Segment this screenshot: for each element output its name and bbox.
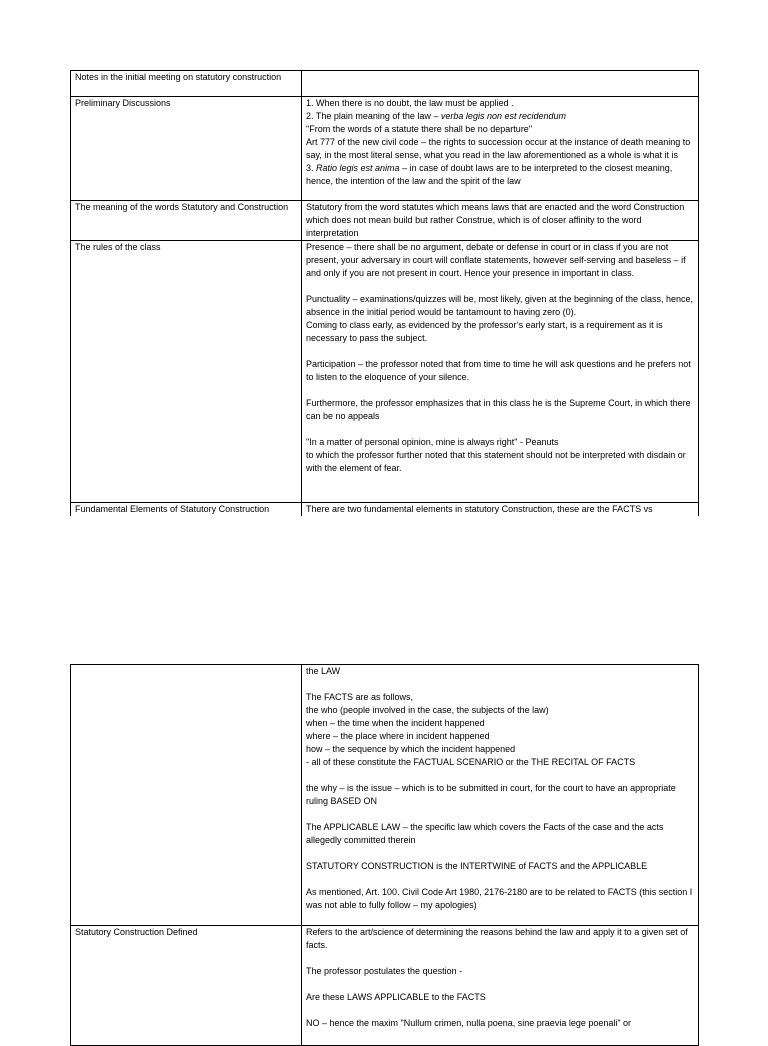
factual-scenario: - all of these constitute the FACTUAL SCENARIO or the THE RECITAL OF FACTS (306, 757, 636, 767)
preliminary-line-2 (306, 110, 694, 123)
preliminary-line-1: 1. When there is no doubt, the law must be applied . (306, 98, 514, 108)
facts-who: the who (people involved in the case, the subjects of the law) (306, 705, 549, 715)
table-row (71, 926, 699, 1046)
defined-content-cell (302, 926, 699, 1046)
rules-content-cell (302, 241, 699, 503)
preliminary-line-5-text: – in case of doubt laws are to be interpreted to the closest meaning, hence, the intention of the law and the spirit of the law (306, 163, 673, 186)
preliminary-content-cell (302, 97, 699, 201)
rules-label-cell (71, 241, 302, 503)
as-mentioned-text: As mentioned, Art. 100. Civil Code Art 1980, 2176-2180 are to be related to FACTS (this section I was not able to fully follow – my apologies) (306, 887, 693, 910)
fundamental-content-cell (302, 503, 699, 517)
preliminary-line-2-text: 2. The plain meaning of the law – (306, 111, 441, 121)
rule-supreme-court: Furthermore, the professor emphasizes that in this class he is the Supreme Court, in which there can be no appeals (306, 398, 691, 421)
defined-text: Refers to the art/science of determining the reasons behind the law and apply it to a given set of facts. (306, 927, 688, 950)
facts-how: how – the sequence by which the incident happened (306, 744, 516, 754)
fundamental-label: Fundamental Elements of Statutory Construction (75, 504, 270, 514)
applicable-law: The APPLICABLE LAW – the specific law which covers the Facts of the case and the acts allegedly committed therein (306, 822, 664, 845)
preliminary-label: Preliminary Discussions (75, 98, 171, 108)
meaning-text: Statutory from the word statutes which means laws that are enacted and the word Construction which does not mean build but rather Construe, which is of closer affinity to the word interpretation (306, 202, 685, 238)
table-row (71, 97, 699, 201)
the-law-text: the LAW (306, 666, 341, 676)
fundamental-label-cell (71, 503, 302, 517)
preliminary-line-5 (306, 162, 694, 188)
preliminary-line-3: "From the words of a statute there shall be no departure" (306, 124, 533, 134)
header-right-cell (302, 71, 699, 97)
applicable-question: Are these LAWS APPLICABLE to the FACTS (306, 992, 486, 1002)
preliminary-label-cell (71, 97, 302, 201)
no-maxim-text: NO – hence the maxim "Nullum crimen, nulla poena, sine praevia lege poenali" or (306, 1018, 632, 1028)
peanuts-quote: "In a matter of personal opinion, mine is always right" - Peanuts (306, 437, 559, 447)
meaning-label: The meaning of the words Statutory and Construction (75, 202, 289, 212)
preliminary-line-5-number: 3. (306, 163, 317, 173)
rule-participation: Participation – the professor noted that from time to time he will ask questions and he prefers not to listen to the eloquence of your silence. (306, 359, 691, 382)
professor-postulates: The professor postulates the question - (306, 966, 463, 976)
notes-table-page-1 (70, 70, 699, 517)
rule-coming-early: Coming to class early, as evidenced by the professor’s early start, is a requirement as it is necessary to pass the subject. (306, 320, 663, 343)
quote-note: to which the professor further noted that this statement should not be interpreted with disdain or with the element of fear. (306, 450, 686, 473)
header-left-cell (71, 71, 302, 97)
continued-label-cell (71, 665, 302, 926)
defined-label-cell (71, 926, 302, 1046)
intertwine-text: STATUTORY CONSTRUCTION is the INTERTWINE of FACTS and the APPLICABLE (306, 861, 648, 871)
rule-punctuality: Punctuality – examinations/quizzes will be, most likely, given at the beginning of the class, hence, absence in the initial period would be tantamount to having zero (0). (306, 294, 694, 317)
table-row (71, 201, 699, 241)
facts-why: the why – is the issue – which is to be submitted in court, for the court to have an appropriate ruling BASED ON (306, 783, 676, 806)
table-row (71, 71, 699, 97)
facts-when: when – the time when the incident happened (306, 718, 485, 728)
table-row (71, 503, 699, 517)
meaning-label-cell (71, 201, 302, 241)
latin-maxim-ratio-legis: Ratio legis est anima (316, 163, 400, 173)
header-title: Notes in the initial meeting on statutory construction (75, 72, 282, 82)
rules-label: The rules of the class (75, 242, 161, 252)
latin-maxim-verba-legis: verba legis non est recidendum (440, 111, 566, 121)
facts-where: where – the place where in incident happened (306, 731, 490, 741)
notes-table-page-2 (70, 664, 699, 1046)
table-row (71, 665, 699, 926)
table-row (71, 241, 699, 503)
rule-presence: Presence – there shall be no argument, debate or defense in court or in class if you are not present, your adversary in court will conflate statements, however self-serving and baseless – if and only if you are not present in court. Hence your presence in important in class. (306, 242, 686, 278)
continued-content-cell (302, 665, 699, 926)
defined-label: Statutory Construction Defined (75, 927, 198, 937)
meaning-content-cell (302, 201, 699, 241)
fundamental-text: There are two fundamental elements in statutory Construction, these are the FACTS vs (306, 504, 653, 514)
page-gap (0, 516, 768, 656)
preliminary-line-4: Art 777 of the new civil code – the rights to succession occur at the instance of death meaning to say, in the most literal sense, what you read in the law aforementioned as a whole is what it is (306, 137, 691, 160)
facts-intro: The FACTS are as follows, (306, 692, 414, 702)
